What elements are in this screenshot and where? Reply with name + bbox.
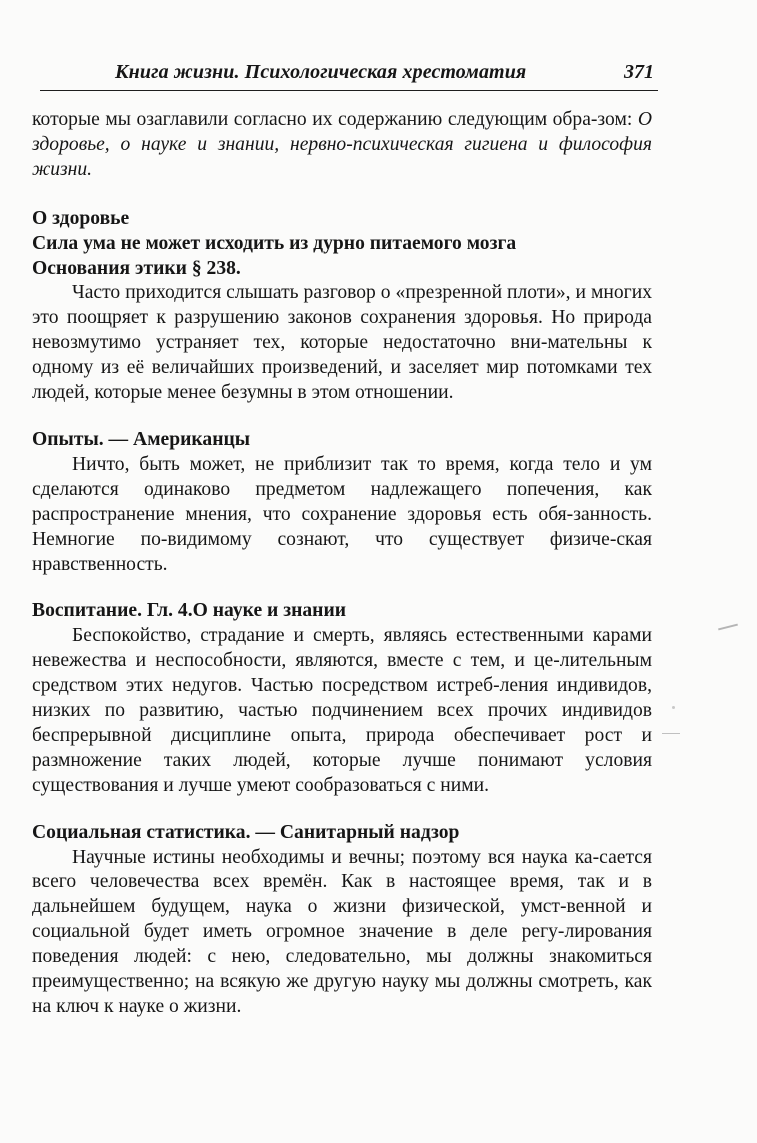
paragraph-health: Часто приходится слышать разговор о «презренной плоти», и многих это поощряет к разрушению законов сохранения здоровья. Но природа невозмутимо устраняет тех, которые недостаточно вни-мательны к одному из её величайших произведений, и заселяет мир потомками тех людей, которые менее безумны в этом отношении. xyxy=(32,282,652,404)
page-body xyxy=(32,108,652,1020)
section-heading-experiments: Опыты. — Американцы xyxy=(32,428,251,450)
section-heading-health: О здоровье xyxy=(32,207,130,229)
section-subheading-mind: Сила ума не может исходить из дурно питаемого мозга xyxy=(32,232,517,254)
intro-topics: О здоровье, о науке и знании, нервно-психическая гигиена и философия жизни. xyxy=(32,109,652,180)
spacer xyxy=(32,183,652,207)
spacer xyxy=(32,577,652,599)
paragraph-statistics: Научные истины необходимы и вечны; поэтому вся наука ка-сается всего человечества всех времён. Как в настоящее время, так и в дальнейшем будущем, наука о жизни физической, умст-венной и социальной будет иметь огромное значение в деле регу-лирования поведения людей: с нею, следовательно, мы должны знакомиться преимущественно; на всякую же другую науку мы должны смотреть, как на ключ к науке о жизни. xyxy=(32,846,652,1017)
intro-text: которые мы озаглавили согласно их содержанию следующим обра-зом: xyxy=(32,109,638,130)
running-header xyxy=(40,56,658,91)
intro-paragraph xyxy=(32,108,652,183)
running-title: Книга жизни. Психологическая хрестоматия xyxy=(115,61,527,83)
spacer xyxy=(32,406,652,428)
paragraph-experiments: Ничто, быть может, не приблизит так то время, когда тело и ум сделаются одинаково предметом надлежащего попечения, как распространение мнения, что сохранение здоровья есть обя-занность. Немногие по-видимому сознают, что существует физиче-ская нравственность. xyxy=(32,453,652,575)
section-heading-statistics: Социальная статистика. — Санитарный надзор xyxy=(32,821,460,843)
scan-mark xyxy=(662,733,680,734)
scan-mark xyxy=(718,624,738,631)
spacer xyxy=(32,799,652,821)
scan-mark xyxy=(672,706,675,709)
page-number: 371 xyxy=(624,61,654,83)
paragraph-education: Беспокойство, страдание и смерть, являясь естественными карами невежества и неспособности, являются, вместе с тем, и це-лительным средством этих недугов. Частью посредством истреб-ления индивидов, низких по развитию, частью подчинением всех прочих индивидов беспрерывной дисциплине опыта, природа обеспечивает рост и размножение таких людей, которые лучше понимают условия существования и лучше умеют сообразоваться с ними. xyxy=(32,625,652,796)
section-source-ethics: Основания этики § 238. xyxy=(32,257,241,279)
section-heading-education: Воспитание. Гл. 4.О науке и знании xyxy=(32,600,347,622)
